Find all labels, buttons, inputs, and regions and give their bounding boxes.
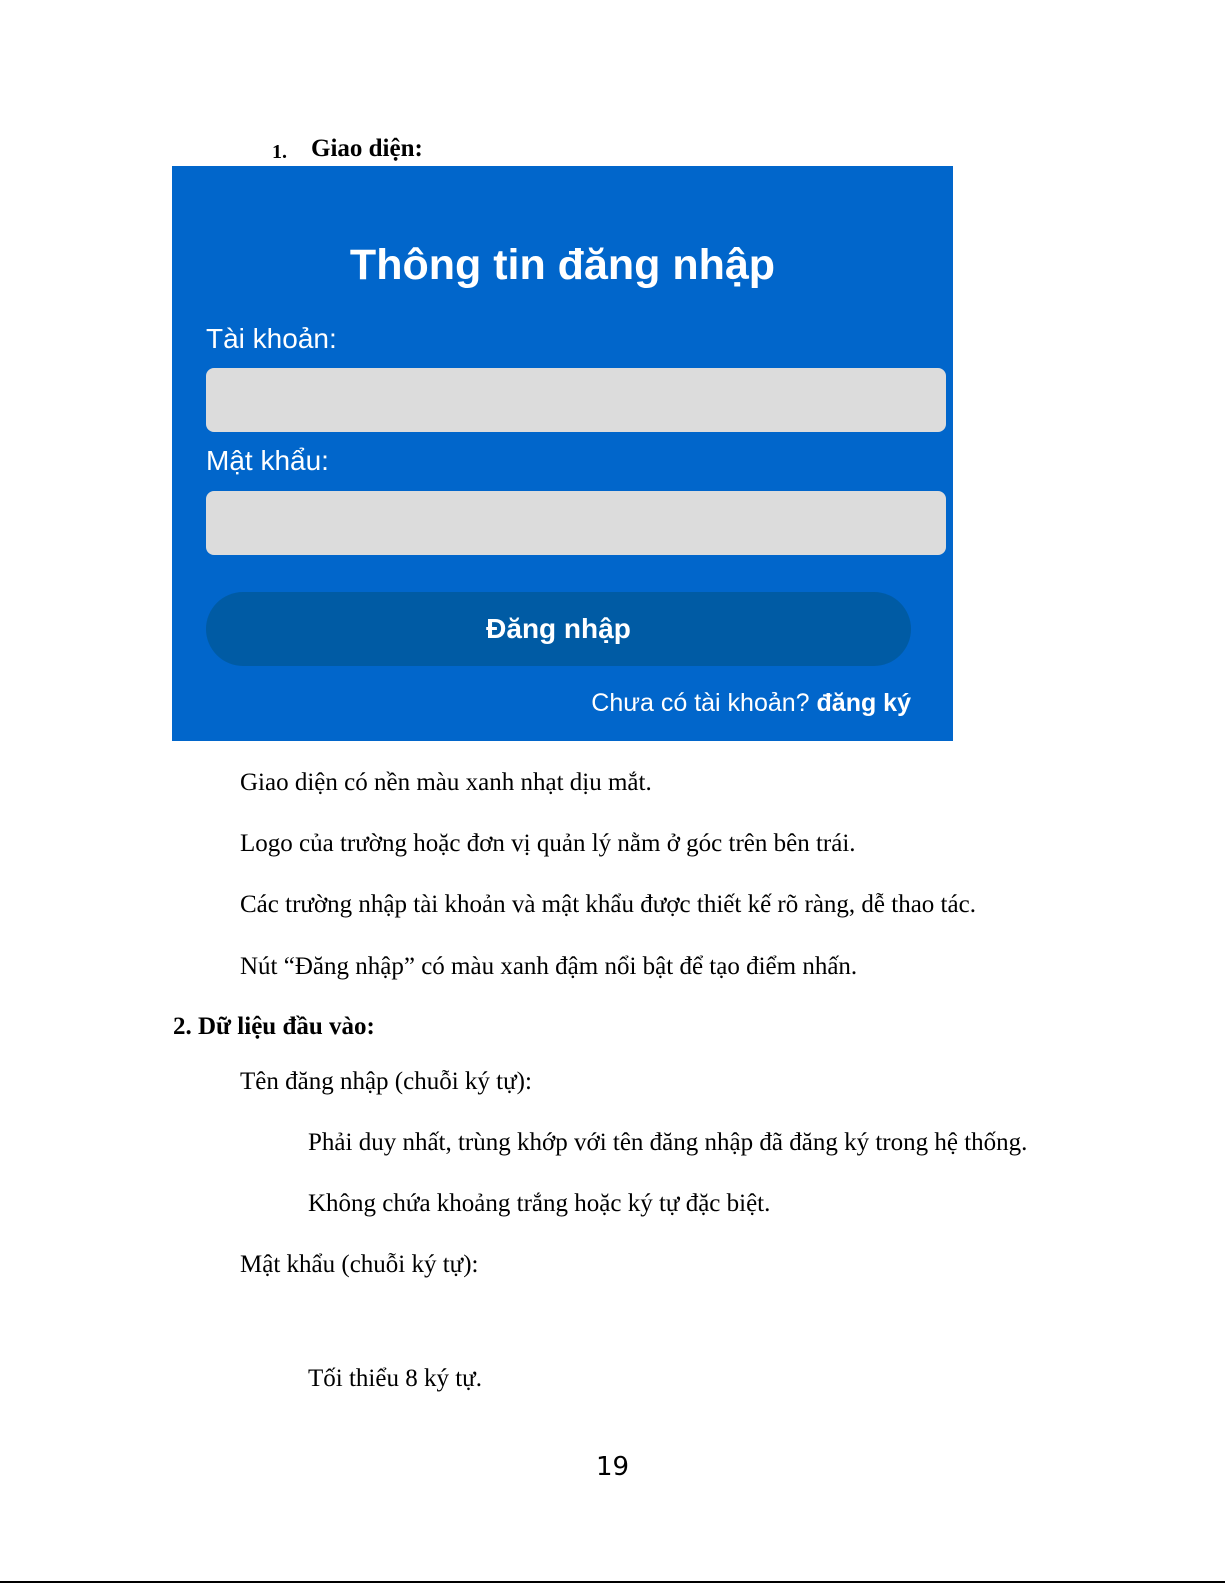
section-1-heading: Giao diện: — [311, 135, 423, 162]
login-button[interactable]: Đăng nhập — [206, 592, 911, 666]
section-2-heading: 2. Dữ liệu đầu vào: — [173, 1013, 375, 1040]
username-rules-heading: Tên đăng nhập (chuỗi ký tự): — [240, 1068, 532, 1095]
register-prompt-text: Chưa có tài khoản? — [591, 689, 810, 717]
login-screenshot — [172, 166, 953, 741]
password-rule: Tối thiểu 8 ký tự. — [308, 1365, 482, 1392]
username-rule: Không chứa khoảng trắng hoặc ký tự đặc biệt. — [308, 1190, 771, 1217]
section-1-paragraph: Các trường nhập tài khoản và mật khẩu được thiết kế rõ ràng, dễ thao tác. — [240, 891, 976, 918]
section-1-paragraph: Logo của trường hoặc đơn vị quản lý nằm ở góc trên bên trái. — [240, 830, 856, 857]
password-input[interactable] — [206, 491, 946, 555]
page-number: 19 — [595, 1452, 630, 1482]
section-1-paragraph: Nút “Đăng nhập” có màu xanh đậm nổi bật để tạo điểm nhấn. — [240, 953, 858, 980]
password-label: Mật khẩu: — [206, 445, 329, 476]
username-rule: Phải duy nhất, trùng khớp với tên đăng nhập đã đăng ký trong hệ thống. — [308, 1129, 1028, 1156]
section-1-number: 1. — [272, 141, 287, 163]
register-link[interactable]: đăng ký — [816, 689, 911, 717]
register-prompt-line — [591, 688, 911, 718]
username-input[interactable] — [206, 368, 946, 432]
section-1-paragraph: Giao diện có nền màu xanh nhạt dịu mắt. — [240, 769, 652, 796]
password-rules-heading: Mật khẩu (chuỗi ký tự): — [240, 1251, 479, 1278]
footer-rule — [0, 1581, 1225, 1583]
login-title: Thông tin đăng nhập — [349, 241, 776, 289]
username-label: Tài khoản: — [206, 323, 337, 354]
